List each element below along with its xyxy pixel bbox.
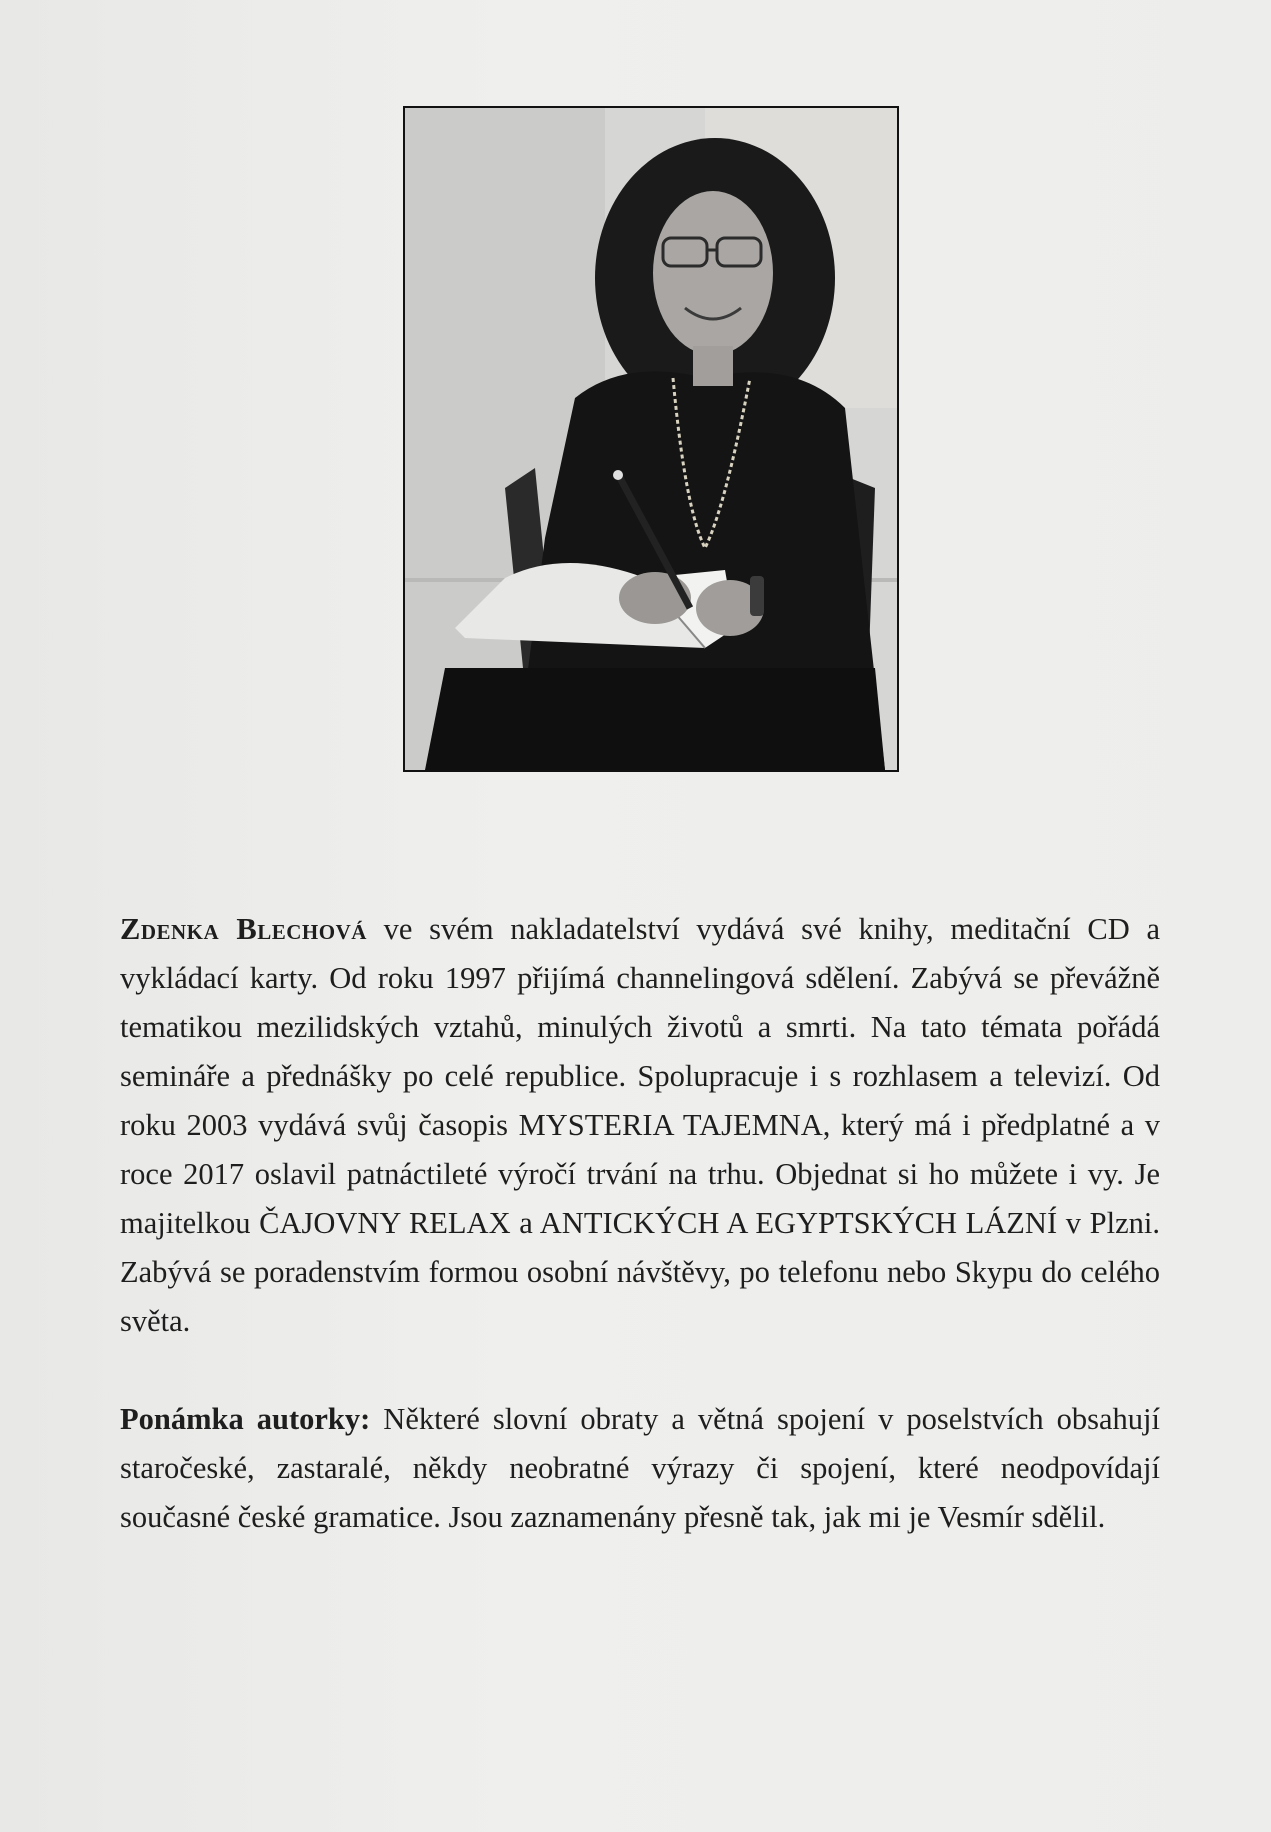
bio-text: ve svém nakladatelství vydává své knihy, meditační CD a vykládací karty. Od roku 1997 přijímá channelingová sdělení. Zabývá se převážně tematikou mezilidských vztahů, minulých životů a smrti. Na tato témata pořádá semináře a přednášky po celé republice. Spolupracuje i s rozhlasem a televizí. Od roku 2003 vydává svůj časopis MYSTERIA TAJEMNA, který má i předplatné a v roce 2017 oslavil patnáctileté výročí trvání na trhu. Objednat si ho můžete i vy. Je majitelkou ČAJOVNY RELAX a ANTICKÝCH A EGYPTSKÝCH LÁZNÍ v Plzni. Zabývá se poradenstvím formou osobní návštěvy, po telefonu nebo Skypu do celého světa. [120,912,1161,1338]
author-photo [403,106,899,772]
text-block [120,905,1160,1542]
author-bio [120,905,1160,1346]
note-text: Některé slovní obraty a větná spojení v poselstvích obsahují staročeské, zastaralé, někdy neobratné výrazy či spojení, které neodpovídají současné české gramatice. Jsou zaznamenány přesně tak, jak mi je Vesmír sdělil. [120,1402,1160,1534]
note-label: Ponámka autorky: [120,1402,371,1436]
author-note [120,1395,1160,1542]
author-name: Zdenka Blechová [120,912,367,946]
